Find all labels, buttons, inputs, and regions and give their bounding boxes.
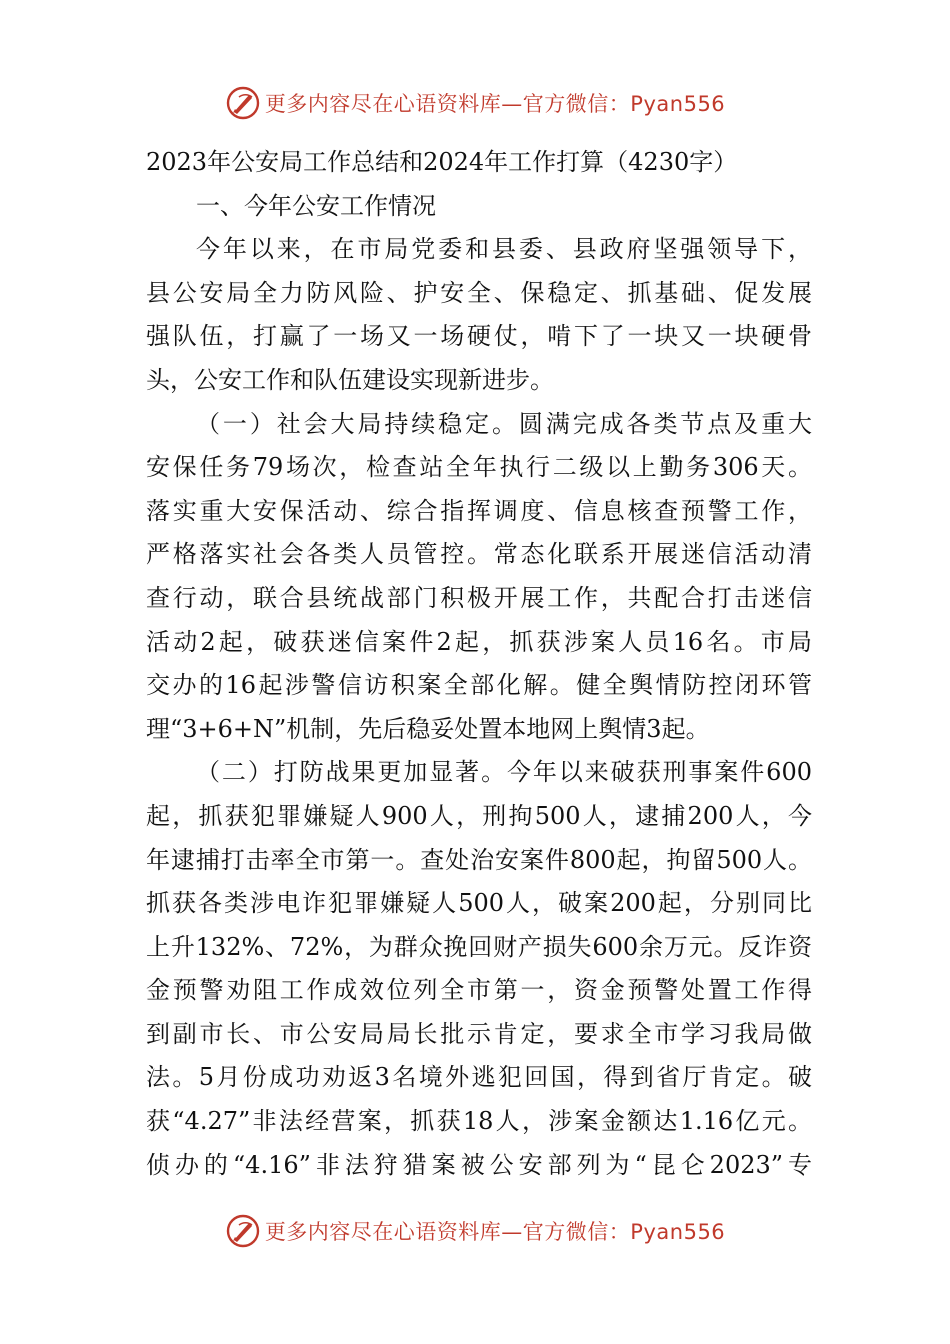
text-line: 交办的16起涉警信访积案全部化解。健全舆情防控闭环管 xyxy=(146,671,812,700)
text-line: 理“3+6+N”机制，先后稳妥处置本地网上舆情3起。 xyxy=(146,714,710,743)
document-title: 2023年公安局工作总结和2024年工作打算（4230字） xyxy=(146,148,738,176)
text-line: 县公安局全力防风险、护安全、保稳定、抓基础、促发展 xyxy=(146,278,812,307)
pen-logo-icon xyxy=(225,85,261,121)
text-line: 严格落实社会各类人员管控。常态化联系开展迷信活动清 xyxy=(146,540,812,569)
text-line: 强队伍，打赢了一场又一场硬仗，啃下了一块又一块硬骨 xyxy=(146,322,812,351)
watermark-text: 更多内容尽在心语资料库—官方微信：Pyan556 xyxy=(264,1220,726,1244)
watermark-text: 更多内容尽在心语资料库—官方微信：Pyan556 xyxy=(264,92,726,116)
document-body xyxy=(146,141,812,1187)
text-line: 到副市长、市公安局局长批示肯定，要求全市学习我局做 xyxy=(146,1019,812,1048)
text-line: 查行动，联合县统战部门积极开展工作，共配合打击迷信 xyxy=(146,583,812,612)
paragraph-social-stability xyxy=(146,403,812,752)
text-line: 法。5月份成功劝返3名境外逃犯回国，得到省厅肯定。破 xyxy=(146,1063,812,1092)
text-line: 年逮捕打击率全市第一。查处治安案件800起，拘留500人。 xyxy=(146,845,812,874)
text-line: 落实重大安保活动、综合指挥调度、信息核查预警工作， xyxy=(146,496,812,525)
text-line: 活动2起，破获迷信案件2起，抓获涉案人员16名。市局 xyxy=(146,627,812,656)
text-line: （二）打防战果更加显著。今年以来破获刑事案件600 xyxy=(196,758,812,787)
watermark-banner-top xyxy=(0,80,950,126)
text-line: 起，抓获犯罪嫌疑人900人，刑拘500人，逮捕200人，今 xyxy=(146,801,812,830)
paragraph-intro xyxy=(146,228,812,402)
text-line: 安保任务79场次，检查站全年执行二级以上勤务306天。 xyxy=(146,453,812,482)
text-line: 获“4.27”非法经营案，抓获18人，涉案金额达1.16亿元。 xyxy=(146,1107,812,1136)
pen-logo-icon xyxy=(225,1213,261,1249)
text-line: 抓获各类涉电诈犯罪嫌疑人500人，破案200起，分别同比 xyxy=(146,889,812,918)
text-line: 侦办的“4.16”非法狩猎案被公安部列为“昆仑2023”专 xyxy=(146,1150,812,1179)
text-line: 头，公安工作和队伍建设实现新进步。 xyxy=(146,365,554,394)
text-line: （一）社会大局持续稳定。圆满完成各类节点及重大 xyxy=(196,409,812,438)
text-line: 上升132%、72%，为群众挽回财产损失600余万元。反诈资 xyxy=(146,932,812,961)
text-line: 今年以来，在市局党委和县委、县政府坚强领导下， xyxy=(196,235,812,264)
paragraph-crime-fighting xyxy=(146,751,812,1187)
section-heading: 一、今年公安工作情况 xyxy=(196,191,436,220)
text-line: 金预警劝阻工作成效位列全市第一，资金预警处置工作得 xyxy=(146,976,812,1005)
watermark-banner-bottom xyxy=(0,1208,950,1254)
